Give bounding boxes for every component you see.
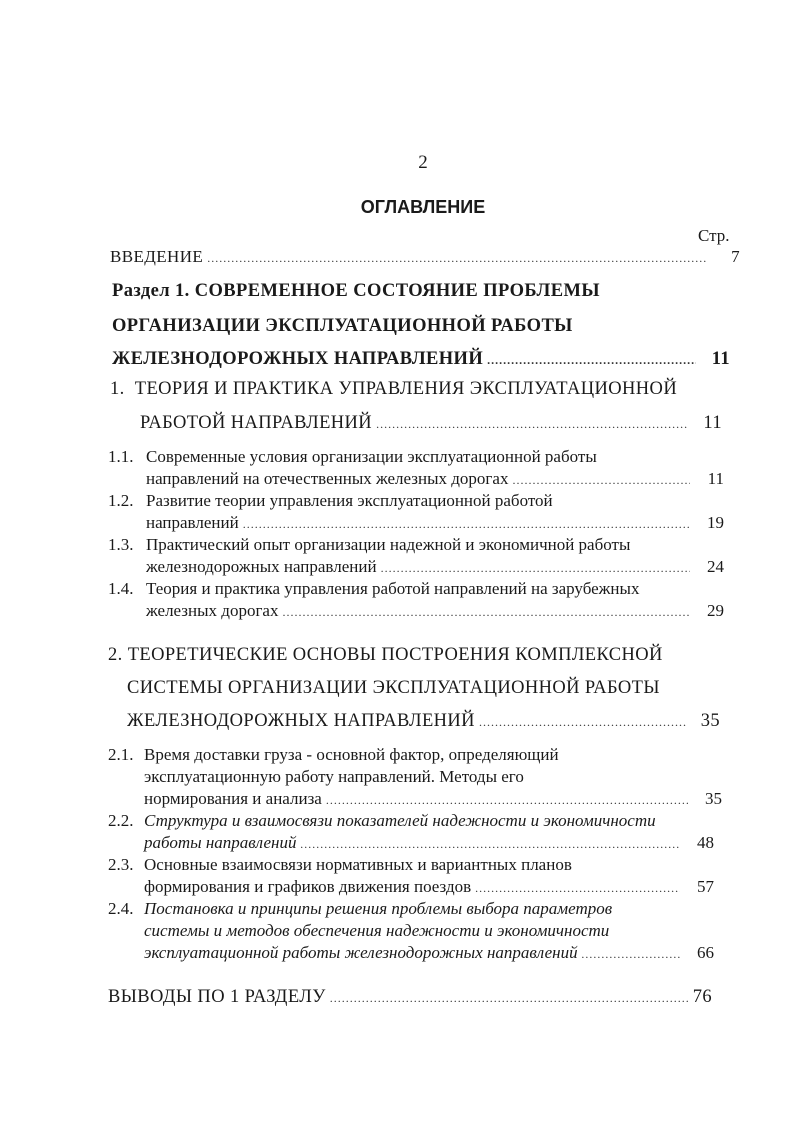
toc-entry-page: 35 — [700, 711, 720, 731]
leader-dots — [282, 601, 690, 623]
toc-item-line: Основные взаимосвязи нормативных и вариантных планов — [144, 855, 572, 874]
toc-entry-page: 29 — [707, 601, 724, 620]
toc-entry-section1[interactable] — [112, 348, 730, 371]
toc-item-number: 1.1. — [108, 447, 134, 466]
section1-title-line2: ОРГАНИЗАЦИИ ЭКСПЛУАТАЦИОННОЙ РАБОТЫ — [112, 316, 573, 336]
leader-dots — [479, 711, 686, 733]
page-number: 2 — [418, 152, 428, 173]
leader-dots — [475, 877, 680, 899]
toc-item-number: 1.2. — [108, 491, 134, 510]
toc-entry-page: 57 — [697, 877, 714, 896]
toc-item-line: направлений — [146, 513, 239, 532]
toc-entry-conclusions[interactable] — [108, 986, 712, 1009]
leader-dots — [326, 789, 688, 811]
toc-item-1-4[interactable] — [108, 578, 724, 622]
toc-item-line: Практический опыт организации надежной и экономичной работы — [146, 535, 631, 554]
toc-entry-page: 24 — [707, 557, 724, 576]
leader-dots — [376, 413, 688, 435]
toc-item-2-1[interactable] — [108, 744, 722, 810]
toc-item-line: направлений на отечественных железных дорогах — [146, 469, 509, 488]
toc-entry-text: ЖЕЛЕЗНОДОРОЖНЫХ НАПРАВЛЕНИЙ — [127, 711, 475, 731]
page-column-header: Стр. — [698, 226, 730, 245]
toc-entry-page: 48 — [697, 833, 714, 852]
leader-dots — [330, 987, 690, 1009]
toc-item-2-4[interactable] — [108, 898, 714, 964]
toc-entry-page: 19 — [707, 513, 724, 532]
toc-item-number: 2.2. — [108, 811, 134, 830]
toc-item-number: 2.3. — [108, 855, 134, 874]
toc-entry-text: ВЫВОДЫ ПО 1 РАЗДЕЛУ — [108, 987, 326, 1007]
chapter1-title-line1 — [110, 378, 677, 400]
toc-entry-chapter2[interactable] — [127, 710, 720, 733]
toc-item-1-2[interactable] — [108, 490, 724, 534]
chapter1-title-text: ТЕОРИЯ И ПРАКТИКА УПРАВЛЕНИЯ ЭКСПЛУАТАЦИОННОЙ — [134, 379, 678, 399]
toc-item-line: эксплуатационной работы железнодорожных направлений — [144, 943, 578, 962]
toc-entry-page: 76 — [692, 987, 712, 1007]
toc-entry-page: 11 — [711, 349, 730, 369]
toc-title: ОГЛАВЛЕНИЕ — [360, 197, 486, 217]
toc-item-2-3[interactable] — [108, 854, 714, 898]
leader-dots — [487, 349, 696, 371]
toc-entry-page: 35 — [705, 789, 722, 808]
leader-dots — [207, 247, 706, 269]
toc-item-line: Постановка и принципы решения проблемы выбора параметров — [144, 899, 613, 918]
toc-item-line: работы направлений — [144, 833, 297, 852]
toc-item-line: Современные условия организации эксплуатационной работы — [146, 447, 597, 466]
chapter1-number: 1. — [110, 379, 125, 399]
toc-entry-page: 11 — [703, 413, 722, 433]
toc-item-number: 2.1. — [108, 745, 134, 764]
toc-item-1-3[interactable] — [108, 534, 724, 578]
toc-entry-page: 66 — [697, 943, 714, 962]
toc-item-line: системы и методов обеспечения надежности и экономичности — [144, 921, 610, 940]
toc-entry-intro[interactable] — [110, 246, 740, 269]
toc-item-2-2[interactable] — [108, 810, 714, 854]
toc-item-line: Структура и взаимосвязи показателей надежности и экономичности — [144, 811, 656, 830]
chapter2-title-line1: 2. ТЕОРЕТИЧЕСКИЕ ОСНОВЫ ПОСТРОЕНИЯ КОМПЛЕКСНОЙ — [108, 645, 663, 665]
toc-entry-text: ЖЕЛЕЗНОДОРОЖНЫХ НАПРАВЛЕНИЙ — [112, 349, 484, 369]
chapter2-title-line2: СИСТЕМЫ ОРГАНИЗАЦИИ ЭКСПЛУАТАЦИОННОЙ РАБОТЫ — [127, 678, 660, 698]
leader-dots — [243, 513, 690, 535]
toc-item-number: 1.4. — [108, 579, 134, 598]
toc-entry-chapter1[interactable] — [140, 412, 722, 435]
toc-entry-text: РАБОТОЙ НАПРАВЛЕНИЙ — [140, 413, 373, 433]
leader-dots — [582, 943, 680, 965]
leader-dots — [301, 833, 681, 855]
toc-item-line: Теория и практика управления работой направлений на зарубежных — [146, 579, 640, 598]
toc-item-number: 1.3. — [108, 535, 134, 554]
toc-item-line: Время доставки груза - основной фактор, определяющий — [144, 745, 559, 764]
section1-title-line1: Раздел 1. СОВРЕМЕННОЕ СОСТОЯНИЕ ПРОБЛЕМЫ — [112, 281, 600, 301]
toc-item-1-1[interactable] — [108, 446, 724, 490]
toc-entry-page: 7 — [731, 247, 740, 266]
leader-dots — [512, 469, 690, 491]
toc-item-line: формирования и графиков движения поездов — [144, 877, 472, 896]
toc-item-line: железнодорожных направлений — [146, 557, 377, 576]
toc-entry-page: 11 — [707, 469, 724, 488]
toc-item-line: нормирования и анализа — [144, 789, 322, 808]
toc-item-line: эксплуатационную работу направлений. Методы его — [144, 767, 524, 786]
toc-item-line: Развитие теории управления эксплуатационной работой — [146, 491, 553, 510]
toc-item-line: железных дорогах — [146, 601, 279, 620]
toc-item-number: 2.4. — [108, 899, 134, 918]
leader-dots — [381, 557, 690, 579]
toc-entry-text: ВВЕДЕНИЕ — [110, 247, 204, 266]
